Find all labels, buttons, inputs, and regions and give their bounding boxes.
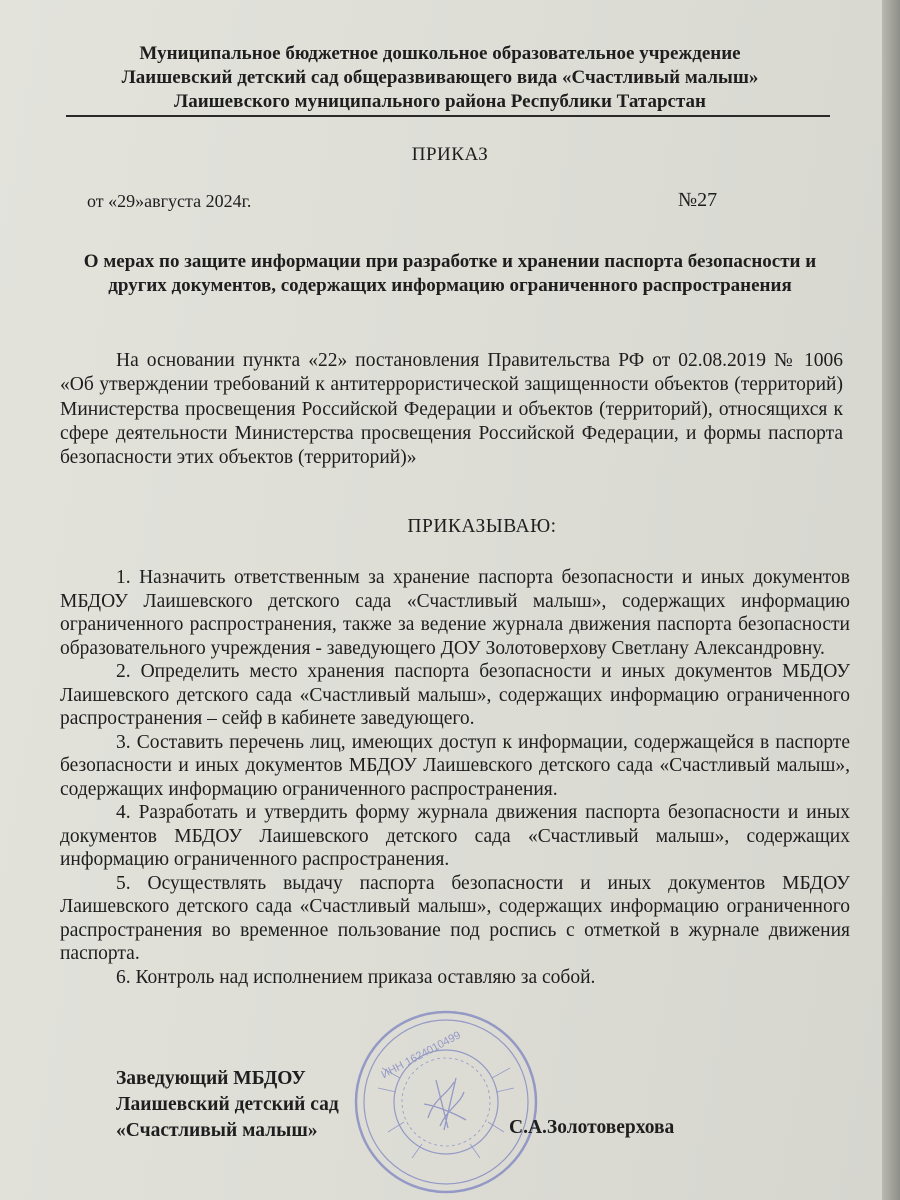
order-number: №27 <box>678 189 718 211</box>
order-item-4: 4. Разработать и утвердить форму журнала движения паспорта безопасности и иных документов МБДОУ Лаишевского детского сада «Счастливый малыш», содержащих информацию ограниченного распространения. <box>60 802 850 870</box>
signatory-organization-name: «Счастливый малыш» <box>116 1120 318 1141</box>
institution-header <box>60 42 820 114</box>
stamp-inn-text: ИНН 1624010499 <box>379 1029 463 1082</box>
signatory-organization: Лаишевский детский сад <box>116 1094 339 1115</box>
order-item-3: 3. Составить перечень лиц, имеющих доступ к информации, содержащейся в паспорте безопасности и иных документов МБДОУ Лаишевского детского сада «Счастливый малыш», содержащих информацию ограниченного распространения. <box>60 731 850 800</box>
order-title: ПРИКАЗ <box>411 144 489 165</box>
page-edge-shadow <box>882 0 900 1200</box>
order-item-5: 5. Осуществлять выдачу паспорта безопасности и иных документов МБДОУ Лаишевского детского сада «Счастливый малыш», содержащих информацию ограниченного распространения во временное пользование под роспись с отметкой в журнале движения паспорта. <box>60 872 850 964</box>
institution-line-1: Муниципальное бюджетное дошкольное образовательное учреждение <box>139 43 741 64</box>
decree-heading: ПРИКАЗЫВАЮ: <box>407 516 557 537</box>
order-subject: О мерах по защите информации при разработке и хранении паспорта безопасности и других документов, содержащих информацию ограниченного распространения <box>83 251 817 296</box>
institution-line-2: Лаишевский детский сад общеразвивающего вида «Счастливый малыш» <box>121 67 759 88</box>
signatory-position: Заведующий МБДОУ <box>116 1068 306 1089</box>
signatory-block <box>116 1066 416 1144</box>
order-item-1: 1. Назначить ответственным за хранение паспорта безопасности и иных документов МБДОУ Лаишевского детского сада «Счастливый малыш», содержащих информацию ограниченного распространения, также за ведение журнала движения паспорта безопасности образовательного учреждения - заведующего ДОУ Золотоверхову Светлану Александровну. <box>60 567 850 659</box>
order-item-6: 6. Контроль над исполнением приказа оставляю за собой. <box>116 966 596 988</box>
order-date: от «29»августа 2024г. <box>87 191 252 211</box>
legal-basis-paragraph: На основании пункта «22» постановления Правительства РФ от 02.08.2019 № 1006 «Об утверждении требований к антитеррористической защищенности объектов (территорий) Министерства просвещения Российской Федерации и объектов (территорий), относящихся к сфере деятельности Министерства просвещения Российской Федерации, и формы паспорта безопасности этих объектов (территорий)» <box>60 350 843 469</box>
header-divider <box>66 115 830 117</box>
order-item-2: 2. Определить место хранения паспорта безопасности и иных документов МБДОУ Лаишевского детского сада «Счастливый малыш», содержащих информацию ограниченного распространения – сейф в кабинете заведующего. <box>60 661 850 729</box>
order-items-list <box>60 566 850 989</box>
institution-line-3: Лаишевского муниципального района Республики Татарстан <box>174 91 706 112</box>
signatory-name: С.А.Золотоверхова <box>509 1117 675 1138</box>
